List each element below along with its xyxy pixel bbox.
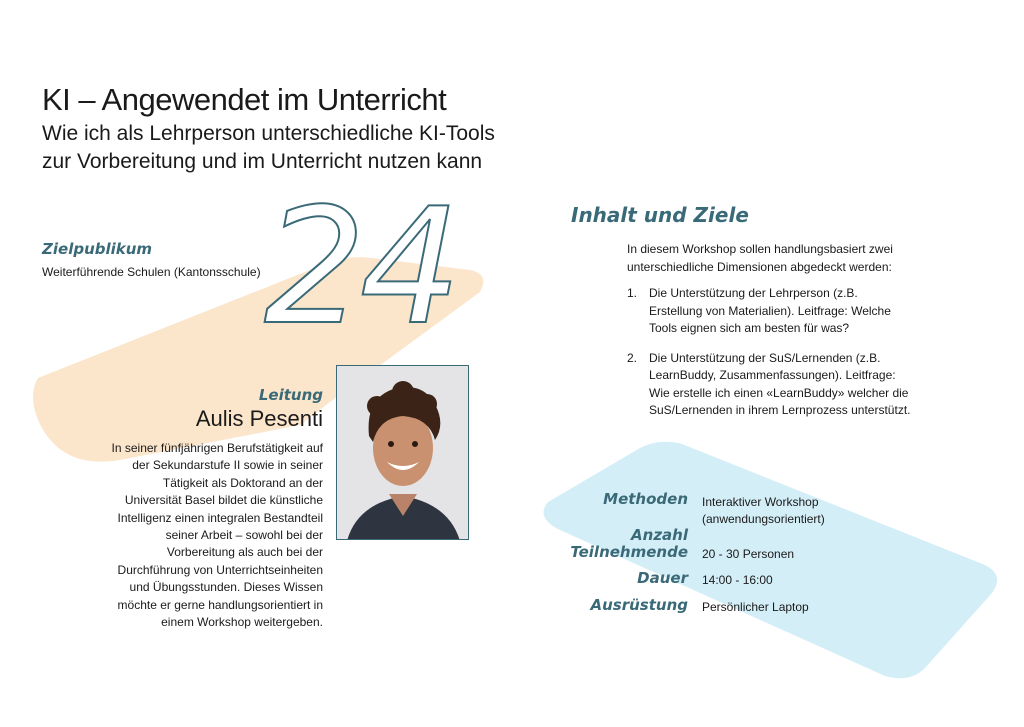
zielpublikum-label: Zielpublikum <box>42 240 153 258</box>
dauer-value: 14:00 - 16:00 <box>702 573 773 587</box>
zielpublikum-text: Weiterführende Schulen (Kantonsschule) <box>42 265 261 279</box>
list-item-text: Die Unterstützung der SuS/Lernenden (z.B. LearnBuddy, Zusammenfassungen). Leitfrage: Wie erstelle ich einen «LearnBuddy» welcher die SuS/Lernenden in ihrem Lernprozess unterstützt. <box>649 350 911 417</box>
ausruestung-label: Ausrüstung <box>590 596 688 614</box>
page-title: KI – Angewendet im Unterricht <box>42 82 447 117</box>
page-subtitle: Wie ich als Lehrperson unterschiedliche KI-Tools zur Vorbereitung und im Unterricht nutzen kann <box>42 122 495 173</box>
list-item-number: 2. <box>627 350 638 365</box>
list-item <box>627 285 912 338</box>
leitung-label: Leitung <box>258 386 323 404</box>
list-item <box>627 350 912 420</box>
portrait-photo <box>336 365 469 540</box>
dauer-label: Dauer <box>637 569 688 587</box>
leitung-bio: In seiner fünfjährigen Berufstätigkeit auf der Sekundarstufe II sowie in seiner Tätigkeit als Doktorand an der Universität Basel bildet die künstliche Intelligenz einen integralen Bestandteil seiner Arbeit – sowohl bei der Vorbereitung als auch bei der Durchführung von Unterrichtseinheiten und Übungsstunden. Dieses Wissen möchte er gerne handlungsorientiert in einem Workshop weitergeben. <box>111 441 323 630</box>
list-item-number: 1. <box>627 286 638 300</box>
methoden-label: Methoden <box>603 490 688 508</box>
inhalt-intro: In diesem Workshop sollen handlungsbasiert zwei unterschiedliche Dimensionen abgedeckt werden: <box>627 242 893 274</box>
inhalt-list <box>627 285 912 432</box>
anzahl-label-line1: Anzahl <box>631 526 688 544</box>
person-avatar-icon <box>337 366 469 540</box>
workshop-number-text: 24 <box>264 190 456 340</box>
methoden-value: Interaktiver Workshop (anwendungsorientiert) <box>702 495 825 526</box>
workshop-number <box>262 190 492 340</box>
anzahl-label-line2: Teilnehmende <box>570 543 688 561</box>
list-item-text: Die Unterstützung der Lehrperson (z.B. Erstellung von Materialien). Leitfrage: Welche Tools eignen sich am besten für was? <box>649 286 891 335</box>
inhalt-heading: Inhalt und Ziele <box>571 203 749 227</box>
ausruestung-value: Persönlicher Laptop <box>702 600 809 614</box>
anzahl-value: 20 - 30 Personen <box>702 547 795 561</box>
leitung-name: Aulis Pesenti <box>195 406 323 431</box>
